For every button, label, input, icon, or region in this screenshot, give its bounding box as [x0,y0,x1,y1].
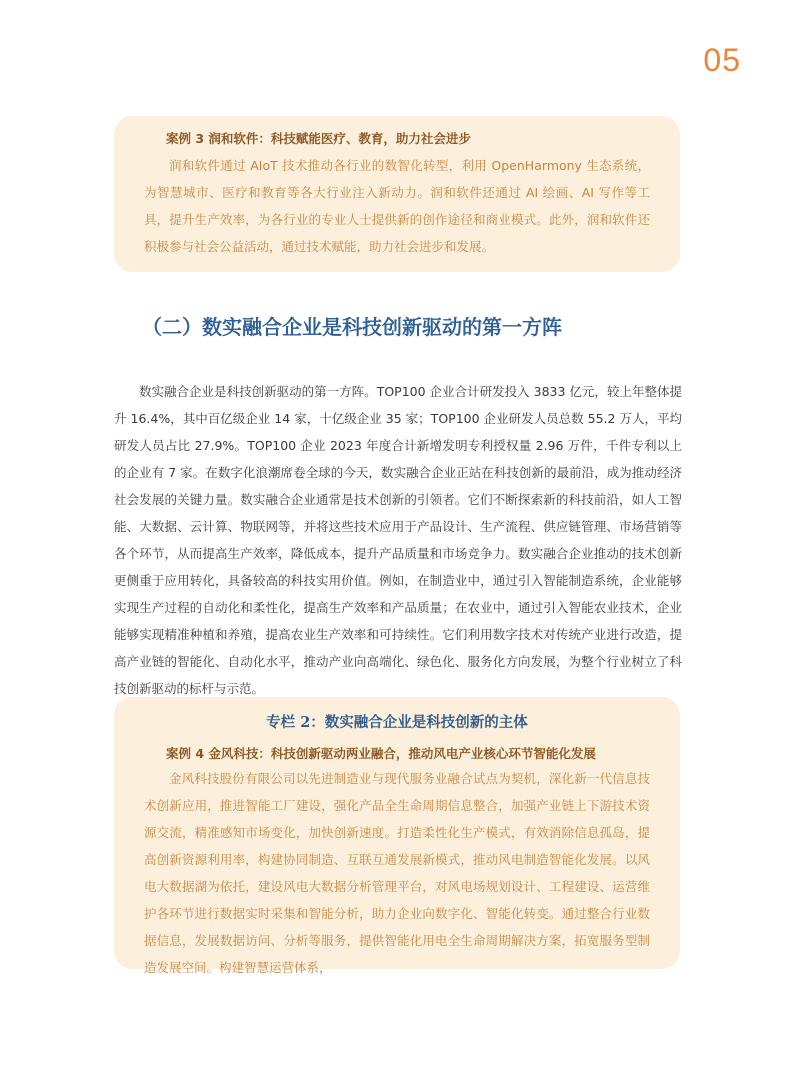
page-number: 05 [703,42,741,78]
column-2-box [114,697,680,975]
case-4-title: 案例 4 金风科技：科技创新驱动两业融合，推动风电产业核心环节智能化发展 [166,746,596,761]
case-3-text: 润和软件通过 AIoT 技术推动各行业的数智化转型，利用 OpenHarmony 生态系统，为智慧城市、医疗和教育等各大行业注入新动力。润和软件还通过 AI 绘画、AI 写作等工具，提升生产效率，为各行业的专业人士提供新的创作途径和商业模式。此外，润和软件还积极参与社会公益活动，通过技术赋能，助力社会进步和发展。 [144,158,650,254]
case-3-title: 案例 3 润和软件：科技赋能医疗、教育，助力社会进步 [166,131,471,146]
case-4-text: 金风科技股份有限公司以先进制造业与现代服务业融合试点为契机，深化新一代信息技术创新应用，推进智能工厂建设，强化产品全生命周期信息整合，加强产业链上下游技术资源交流，精准感知市场变化，加快创新速度。打造柔性化生产模式，有效消除信息孤岛，提高创新资源利用率，构建协同制造、互联互通发展新模式，推动风电制造智能化发展。以风电大数据湖为依托，建设风电大数据分析管理平台，对风电场规划设计、工程建设、运营维护各环节进行数据实时采集和智能分析，助力企业向数字化、智能化转变。通过整合行业数据信息，发展数据访问、分析等服务，提供智能化用电全生命周期解决方案，拓宽服务型制造发展空间。构建智慧运营体系， [144,771,650,975]
column-2-title: 专栏 2：数实融合企业是科技创新的主体 [266,714,528,731]
section-heading: （二）数实融合企业是科技创新驱动的第一方阵 [142,315,562,339]
case-3-box [114,116,680,272]
section-paragraph: 数实融合企业是科技创新驱动的第一方阵。TOP100 企业合计研发投入 3833 亿元，较上年整体提升 16.4%，其中百亿级企业 14 家，十亿级企业 35 家；TOP100 企业研发人员总数 55.2 万人，平均研发人员占比 27.9%。TOP100 企业 2023 年度合计新增发明专利授权量 2.96 万件，千件专利以上的企业有 7 家。在数字化浪潮席卷全球的今天，数实融合企业正站在科技创新的最前沿，成为推动经济社会发展的关键力量。数实融合企业通常是技术创新的引领者。它们不断探索新的科技前沿，如人工智能、大数据、云计算、物联网等，并将这些技术应用于产品设计、生产流程、供应链管理、市场营销等各个环节，从而提高生产效率，降低成本，提升产品质量和市场竞争力。数实融合企业推动的技术创新更侧重于应用转化，具备较高的科技实用价值。例如，在制造业中，通过引入智能制造系统，企业能够实现生产过程的自动化和柔性化，提高生产效率和产品质量；在农业中，通过引入智能农业技术，企业能够实现精准种植和养殖，提高农业生产效率和可持续性。它们利用数字技术对传统产业进行改造，提高产业链的智能化、自动化水平，推动产业向高端化、绿色化、服务化方向发展，为整个行业树立了科技创新驱动的标杆与示范。 [114,384,682,696]
